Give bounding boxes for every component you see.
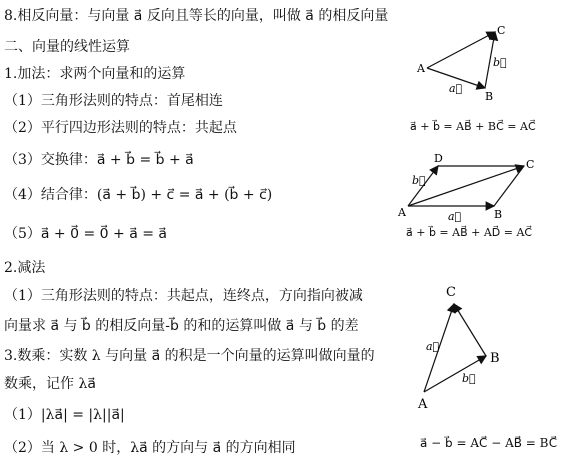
vector-b-label: b⃗ xyxy=(493,56,507,69)
vector-a-label: a⃗ xyxy=(449,82,463,95)
caption-triangle-rule: a⃗ + b⃗ = AB⃗ + BC⃗ = AC⃗ xyxy=(410,120,536,133)
vector-bc-arrow xyxy=(454,304,486,356)
figure-subtraction-triangle xyxy=(410,284,510,412)
point-a-label: A xyxy=(418,397,428,412)
text-line-addition: 1.加法：求两个向量和的运算 xyxy=(4,66,186,82)
point-c-label: C xyxy=(526,158,535,171)
text-line-sub-definition: 向量求 a⃗ 与 b⃗ 的相反向量-b⃗ 的和的运算叫做 a⃗ 与 b⃗ 的差 xyxy=(4,318,359,334)
text-line-scalar-notation: 数乘，记作 λa⃗ xyxy=(4,376,96,392)
point-c-label: C xyxy=(497,24,506,37)
point-b-label: B xyxy=(490,351,500,366)
section-heading-linear-ops: 二、向量的线性运算 xyxy=(4,39,130,55)
text-line-parallelogram-rule: （2）平行四边形法则的特点：共起点 xyxy=(4,120,237,136)
vector-b-label: b⃗ xyxy=(412,174,426,187)
point-a-label: A xyxy=(417,62,425,75)
vector-a-label: a⃗ xyxy=(448,210,462,223)
vector-ab-arrow xyxy=(424,356,486,392)
caption-subtraction: a⃗ − b⃗ = AC⃗ − AB⃗ = BC⃗ xyxy=(420,436,558,450)
point-b-label: B xyxy=(494,208,503,221)
text-line-scalar-mult: 3.数乘：实数 λ 与向量 a⃗ 的积是一个向量的运算叫做向量的 xyxy=(4,348,375,364)
figure-parallelogram-rule xyxy=(396,152,546,224)
vector-ac-arrow xyxy=(427,32,495,68)
vector-a-label: a⃗ xyxy=(426,340,440,353)
text-line-scalar-direction: （2）当 λ > 0 时，λa⃗ 的方向与 a⃗ 的方向相同 xyxy=(4,440,296,456)
point-b-label: B xyxy=(485,90,494,103)
point-d-label: D xyxy=(434,152,443,165)
point-c-label: C xyxy=(446,285,456,300)
edge-bc xyxy=(494,166,524,206)
text-line-subtraction: 2.减法 xyxy=(4,260,46,276)
caption-parallelogram-rule: a⃗ + b⃗ = AB⃗ + AD⃗ = AC⃗ xyxy=(406,226,533,239)
text-line-commutative: （3）交换律：a⃗ + b⃗ = b⃗ + a⃗ xyxy=(4,152,194,168)
text-line-associative: （4）结合律：(a⃗ + b⃗) + c⃗ = a⃗ + (b⃗ + c⃗) xyxy=(4,187,273,203)
figure-triangle-rule xyxy=(415,22,535,106)
text-line-opposite-vector: 8.相反向量：与向量 a⃗ 反向且等长的向量，叫做 a⃗ 的相反向量 xyxy=(4,8,389,24)
text-line-scalar-magnitude: （1）|λa⃗| = |λ||a⃗| xyxy=(4,407,125,423)
text-line-triangle-rule: （1）三角形法则的特点：首尾相连 xyxy=(4,93,223,109)
text-line-sub-triangle-rule: （1）三角形法则的特点：共起点，连终点，方向指向被减 xyxy=(4,288,363,304)
point-a-label: A xyxy=(398,206,406,219)
vector-b-label: b⃗ xyxy=(462,372,476,385)
text-line-zero-vector: （5）a⃗ + 0⃗ = 0⃗ + a⃗ = a⃗ xyxy=(4,226,167,242)
